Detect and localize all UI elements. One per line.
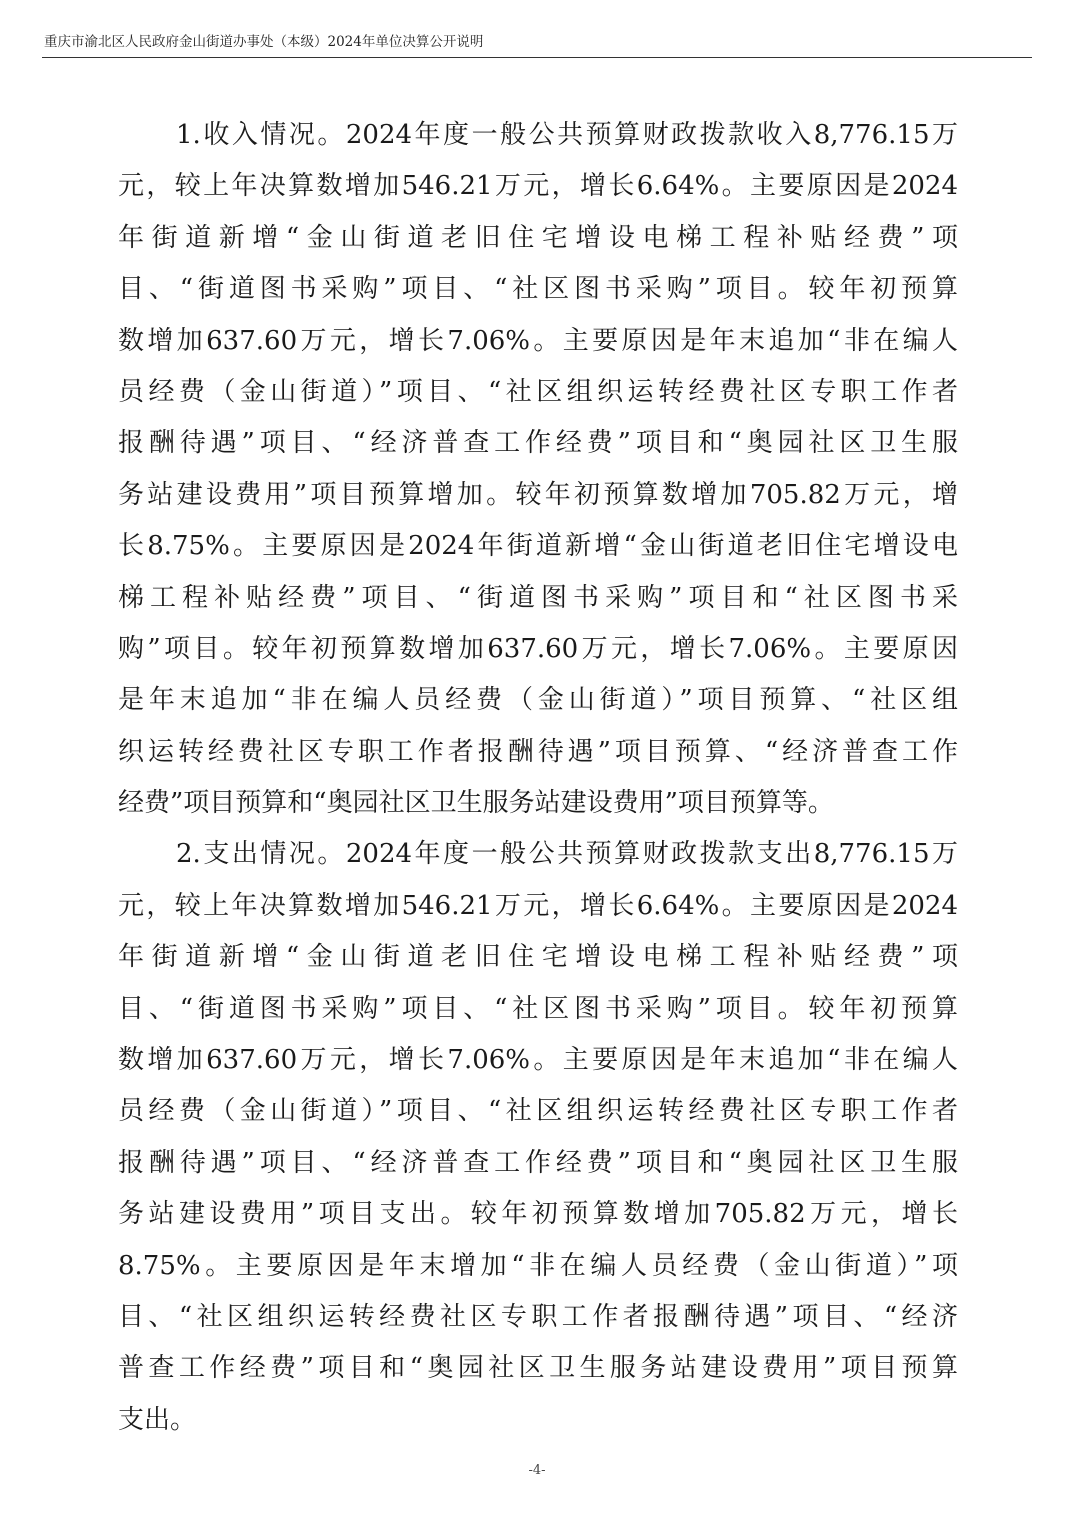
text-line: 经费”项目预算和“奥园社区卫生服务站建设费用”项目预算等。 [118,788,834,819]
text-line: 购”项目。较年初预算数增加637.60万元，增长7.06%。主要原因 [118,633,958,664]
text-line: 支出。 [118,1404,197,1435]
paragraph-income [118,110,958,829]
text-line: 是年末追加“非在编人员经费（金山街道）”项目预算、“社区组 [118,685,958,716]
text-line: 梯工程补贴经费”项目、“街道图书采购”项目和“社区图书采 [118,582,958,613]
text-line: 目、“社区组织运转经费社区专职工作者报酬待遇”项目、“经济 [118,1301,958,1332]
text-line: 长8.75%。主要原因是2024年街道新增“金山街道老旧住宅增设电 [118,531,958,562]
text-line: 年街道新增“金山街道老旧住宅增设电梯工程补贴经费”项 [118,222,958,253]
running-header: 重庆市渝北区人民政府金山街道办事处（本级）2024年单位决算公开说明 [44,34,484,50]
text-line: 普查工作经费”项目和“奥园社区卫生服务站建设费用”项目预算 [118,1353,958,1384]
text-line: 织运转经费社区专职工作者报酬待遇”项目预算、“经济普查工作 [118,736,958,767]
text-line: 数增加637.60万元，增长7.06%。主要原因是年末追加“非在编人 [118,1045,958,1076]
text-line: 目、“街道图书采购”项目、“社区图书采购”项目。较年初预算 [118,274,958,305]
page-number: -4- [528,1463,546,1478]
document-body [118,110,958,1446]
text-line: 报酬待遇”项目、“经济普查工作经费”项目和“奥园社区卫生服 [118,1147,958,1178]
text-line: 务站建设费用”项目支出。较年初预算数增加705.82万元，增长 [118,1199,958,1230]
text-line: 员经费（金山街道）”项目、“社区组织运转经费社区专职工作者 [118,376,958,407]
text-line: 2.支出情况。2024年度一般公共预算财政拨款支出8,776.15万 [176,839,958,870]
header-rule [42,57,1032,58]
text-line: 务站建设费用”项目预算增加。较年初预算数增加705.82万元，增 [118,479,958,510]
text-line: 元，较上年决算数增加546.21万元，增长6.64%。主要原因是2024 [118,890,958,921]
text-line: 元，较上年决算数增加546.21万元，增长6.64%。主要原因是2024 [118,171,958,202]
text-line: 目、“街道图书采购”项目、“社区图书采购”项目。较年初预算 [118,993,958,1024]
text-line: 数增加637.60万元，增长7.06%。主要原因是年末追加“非在编人 [118,325,958,356]
text-line: 员经费（金山街道）”项目、“社区组织运转经费社区专职工作者 [118,1096,958,1127]
text-line: 1.收入情况。2024年度一般公共预算财政拨款收入8,776.15万 [176,120,958,150]
text-line: 8.75%。主要原因是年末增加“非在编人员经费（金山街道）”项 [118,1250,958,1281]
text-line: 报酬待遇”项目、“经济普查工作经费”项目和“奥园社区卫生服 [118,428,958,459]
text-line: 年街道新增“金山街道老旧住宅增设电梯工程补贴经费”项 [118,942,958,973]
paragraph-expenditure [118,829,958,1446]
